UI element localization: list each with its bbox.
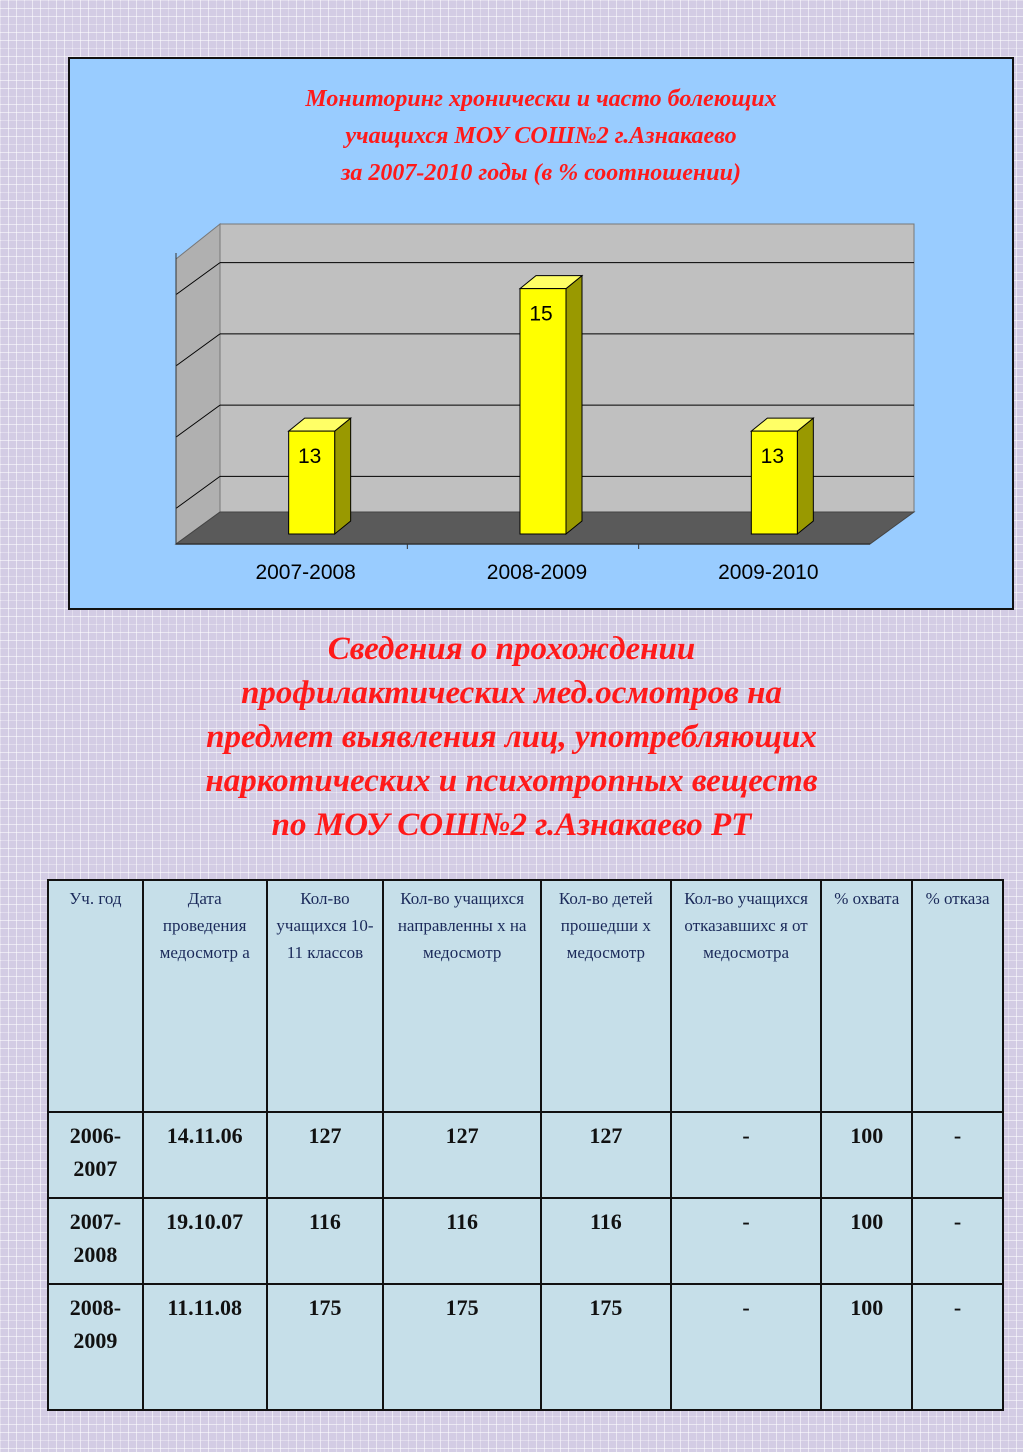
table-row <box>48 1198 1003 1284</box>
chart-side-wall <box>176 224 220 544</box>
header-cell: Кол-во детей прошедши х медосмотр <box>541 880 671 1112</box>
table-cell: 127 <box>541 1112 671 1198</box>
table-row <box>48 1112 1003 1198</box>
table-cell: 14.11.06 <box>143 1112 267 1198</box>
header-cell: Кол-во учащихся 10-11 классов <box>267 880 384 1112</box>
table-cell: - <box>912 1284 1003 1410</box>
bar-side <box>335 418 351 534</box>
header-cell: % отказа <box>912 880 1003 1112</box>
table-cell: 175 <box>267 1284 384 1410</box>
x-tick-label: 2009-2010 <box>718 561 819 584</box>
table-cell: - <box>671 1284 822 1410</box>
table-cell: 116 <box>541 1198 671 1284</box>
table-cell: 19.10.07 <box>143 1198 267 1284</box>
x-tick-label: 2008-2009 <box>486 561 588 584</box>
table-cell: 175 <box>541 1284 671 1410</box>
chart-title-line: за 2007-2010 годы (в % соотношении) <box>341 160 741 186</box>
table-header-row <box>48 880 1003 1112</box>
table-cell: 100 <box>821 1112 912 1198</box>
table-cell: 100 <box>821 1284 912 1410</box>
heading-line: Сведения о прохождении <box>327 631 696 667</box>
table-cell: 116 <box>383 1198 541 1284</box>
table-cell: 2008-2009 <box>48 1284 143 1410</box>
heading-line: наркотических и психотропных веществ <box>205 763 818 799</box>
heading-line: профилактических мед.осмотров на <box>241 675 782 711</box>
table-cell: 127 <box>383 1112 541 1198</box>
header-cell: Кол-во учащихся отказавшихс я от медосмотра <box>671 880 822 1112</box>
table-cell: 11.11.08 <box>143 1284 267 1410</box>
medical-exam-table <box>47 879 1004 1411</box>
table-cell: 127 <box>267 1112 384 1198</box>
header-cell: Дата проведения медосмотр а <box>143 880 267 1112</box>
header-cell: % охвата <box>821 880 912 1112</box>
header-cell: Кол-во учащихся направленны х на медосмотр <box>383 880 541 1112</box>
heading-line: предмет выявления лиц, употребляющих <box>206 719 817 755</box>
chart-title-line: учащихся МОУ СОШ№2 г.Азнакаево <box>345 123 737 149</box>
section-heading <box>30 627 993 847</box>
table-cell: 2007-2008 <box>48 1198 143 1284</box>
table-cell: 175 <box>383 1284 541 1410</box>
data-label: 13 <box>760 445 785 469</box>
bar-side <box>797 418 813 534</box>
data-label: 13 <box>297 445 322 469</box>
table-cell: - <box>912 1198 1003 1284</box>
table-cell: - <box>671 1198 822 1284</box>
bar-side <box>566 276 582 534</box>
chart-title-line: Мониторинг хронически и часто болеющих <box>305 86 777 112</box>
x-tick-label: 2007-2008 <box>255 561 356 584</box>
chart-panel <box>68 57 1014 610</box>
table-cell: - <box>671 1112 822 1198</box>
bar-chart <box>70 59 1012 608</box>
table-row <box>48 1284 1003 1410</box>
table-cell: 116 <box>267 1198 384 1284</box>
data-label: 15 <box>529 302 553 326</box>
heading-line: по МОУ СОШ№2 г.Азнакаево РТ <box>271 807 752 843</box>
table-cell: - <box>912 1112 1003 1198</box>
table-cell: 2006-2007 <box>48 1112 143 1198</box>
table-cell: 100 <box>821 1198 912 1284</box>
header-cell: Уч. год <box>48 880 143 1112</box>
